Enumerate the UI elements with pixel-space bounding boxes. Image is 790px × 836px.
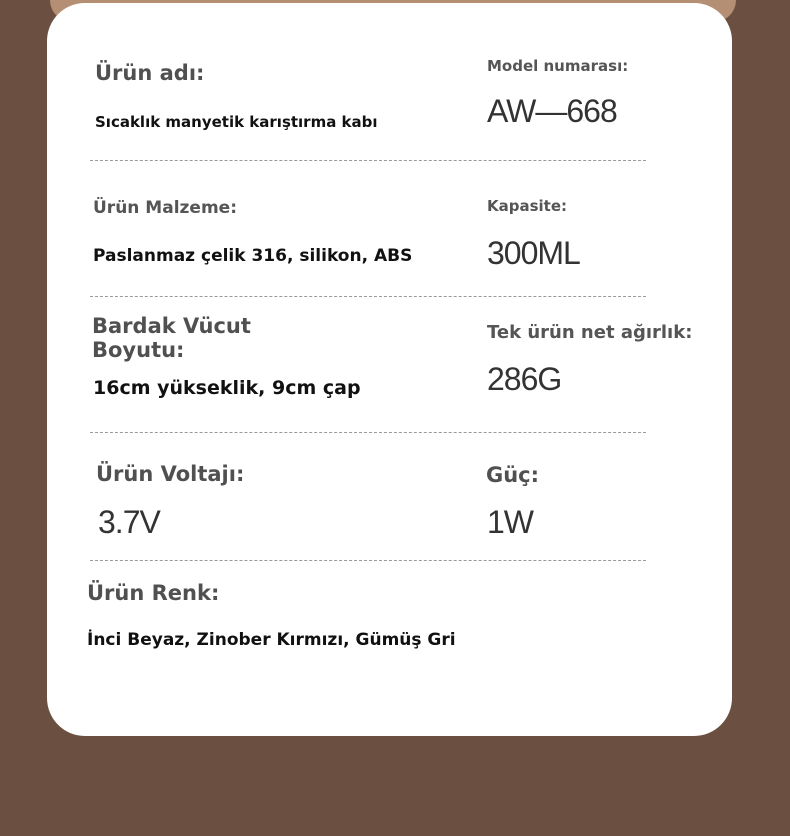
color-label: Ürün Renk: bbox=[87, 581, 220, 605]
model-value: AW—668 bbox=[487, 93, 617, 129]
capacity-value: 300ML bbox=[487, 235, 580, 271]
power-value: 1W bbox=[487, 504, 533, 540]
divider bbox=[90, 560, 646, 561]
capacity-label: Kapasite: bbox=[487, 197, 568, 215]
divider bbox=[90, 432, 646, 433]
material-value: Paslanmaz çelik 316, silikon, ABS bbox=[93, 246, 413, 266]
product-name-label: Ürün adı: bbox=[95, 61, 205, 85]
product-name-value: Sıcaklık manyetik karıştırma kabı bbox=[95, 113, 378, 131]
voltage-label: Ürün Voltajı: bbox=[96, 462, 245, 486]
voltage-value: 3.7V bbox=[98, 504, 160, 540]
material-label: Ürün Malzeme: bbox=[93, 198, 237, 218]
color-value: İnci Beyaz, Zinober Kırmızı, Gümüş Gri bbox=[87, 630, 456, 650]
spec-card bbox=[47, 3, 732, 736]
weight-label: Tek ürün net ağırlık: bbox=[487, 322, 693, 343]
cup-size-label-line1: Bardak Vücut bbox=[92, 314, 251, 338]
divider bbox=[90, 296, 646, 297]
weight-value: 286G bbox=[487, 361, 562, 397]
model-label: Model numarası: bbox=[487, 57, 629, 75]
power-label: Güç: bbox=[486, 463, 540, 487]
divider bbox=[90, 160, 646, 161]
cup-size-label-line2: Boyutu: bbox=[92, 338, 185, 362]
cup-size-value: 16cm yükseklik, 9cm çap bbox=[93, 377, 361, 399]
